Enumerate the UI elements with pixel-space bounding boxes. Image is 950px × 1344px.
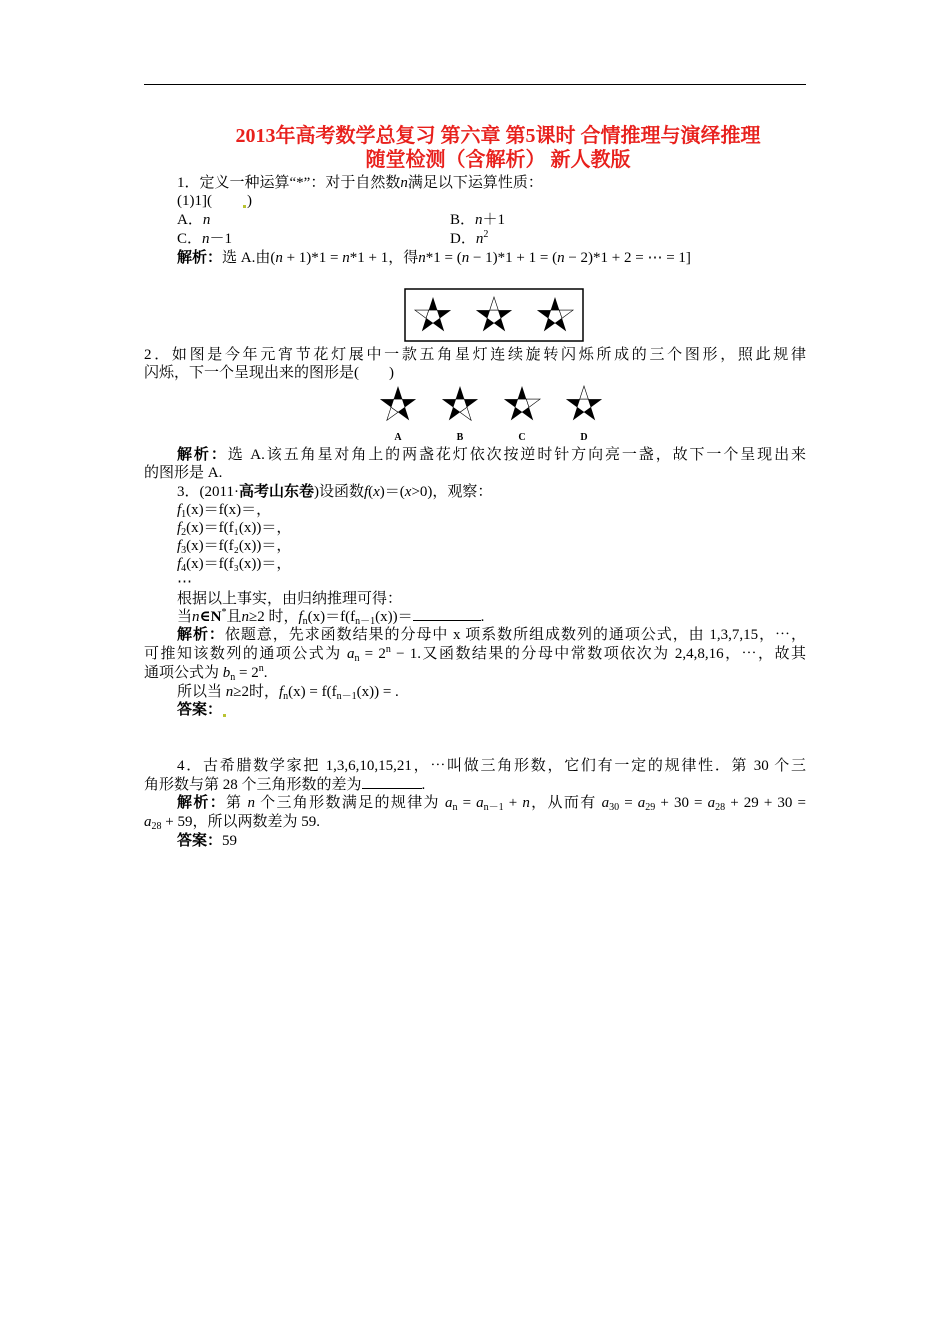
q4-solution-line1: 解析：第 n 个三角形数满足的规律为 $a_n = a_{n-1} + n$，从而有 $a_{30} = a_{29} + 30 = a_{28} + 29 + 30$ = — [177, 795, 806, 813]
q2-option-label-b: B — [456, 432, 464, 443]
q3-f1: $f_1(x)=f(x)=$， — [177, 502, 272, 520]
q3-ellipsis: ⋯ — [177, 574, 192, 590]
q3-solution-line4: 所以当 n≥2时，$f_n(x) = f(f_{n-1}(x))$ = . — [177, 684, 399, 702]
q3-question: 当n∈N*且n≥2 时，$f_n(x)=f(f_{n-1}(x))=$ . — [177, 607, 485, 627]
q4-stem-line2: 角形数与第 28 个三角形数的差为 . — [144, 777, 426, 793]
q1-option-c: C．n－1 — [177, 231, 233, 247]
q2-stem-line1: 2．如图是今年元宵节花灯展中一款五角星灯连续旋转闪烁所成的三个图形，照此规律 — [144, 347, 806, 363]
q4-answer-blank — [362, 776, 422, 789]
q2-solution-line1: 解析：选 A.该五角星对角上的两盏花灯依次按逆时针方向亮一盏，故下一个呈现出来 — [177, 447, 806, 463]
q2-option-label-a: A — [394, 432, 402, 443]
q2-star-1 — [415, 297, 451, 331]
q3-solution-line1: 解析：依题意，先求函数结果的分母中 x 项系数所组成数列的通项公式，由 1,3,7,15，⋯， — [177, 627, 806, 643]
q4-stem-line1: 4．古希腊数学家把 1,3,6,10,15,21，⋯叫做三角形数，它们有一定的规律性．第 30 个三 — [177, 758, 806, 774]
q2-options-figure — [372, 381, 612, 445]
q3-answer: 答案： — [177, 701, 227, 719]
q2-star-3 — [537, 297, 573, 331]
q2-option-star-d — [566, 386, 602, 420]
q2-star-sequence-figure — [404, 288, 584, 342]
doc-title-line1: 2013年高考数学总复习 第六章 第5课时 合情推理与演绎推理 — [235, 125, 761, 147]
q1-option-d: D．$n^2$ — [450, 229, 489, 247]
header-rule — [144, 84, 806, 85]
q3-f3: $f_3(x)=f(f_2(x))=$， — [177, 538, 292, 556]
q3-f2: $f_2(x)=f(f_1(x))=$， — [177, 520, 292, 538]
q2-option-star-b — [442, 386, 478, 420]
q3-solution-line2: 可推知该数列的通项公式为 $a_n = 2^n - 1$.又函数结果的分母中常数项依次为 2,4,8,16，⋯，故其 — [144, 644, 806, 664]
q2-star-2 — [476, 297, 512, 331]
doc-title-line2: 随堂检测（含解析） 新人教版 — [365, 149, 631, 171]
q2-option-star-c — [504, 386, 540, 420]
q3-stem: 3．(2011·高考山东卷)设函数f(x)＝(x>0)，观察： — [177, 484, 493, 500]
q4-solution-line2: $a_{28} + 59$，所以两数差为 59. — [144, 814, 320, 832]
q1-solution: 解析：选 A.由(n + 1)*1 = n*1 + 1，得n*1 = (n − 1)*1 + 1 = (n − 2)*1 + 2 = ⋯ = 1] — [177, 250, 691, 266]
q2-stem-line2: 闪烁，下一个呈现出来的图形是( ) — [144, 365, 394, 381]
q2-option-label-c: C — [518, 432, 526, 443]
q1-option-b: B．n＋1 — [450, 212, 506, 228]
q3-solution-line3: 通项公式为 $b_n = 2^n$. — [144, 663, 268, 683]
q2-option-star-a — [380, 386, 416, 420]
q2-option-label-d: D — [580, 432, 588, 443]
q3-f4: $f_4(x)=f(f_3(x))=$， — [177, 556, 292, 574]
q1-option-a: A．n — [177, 212, 211, 228]
q2-solution-line2: 的图形是 A. — [144, 465, 223, 481]
q1-line2: (1)1]( ) — [177, 193, 252, 209]
q1-stem: 1．定义一种运算“*”：对于自然数n满足以下运算性质： — [177, 175, 543, 191]
q4-answer: 答案：59 — [177, 833, 238, 849]
q3-induction: 根据以上事实，由归纳推理可得： — [177, 591, 403, 607]
q3-answer-blank — [413, 608, 481, 621]
